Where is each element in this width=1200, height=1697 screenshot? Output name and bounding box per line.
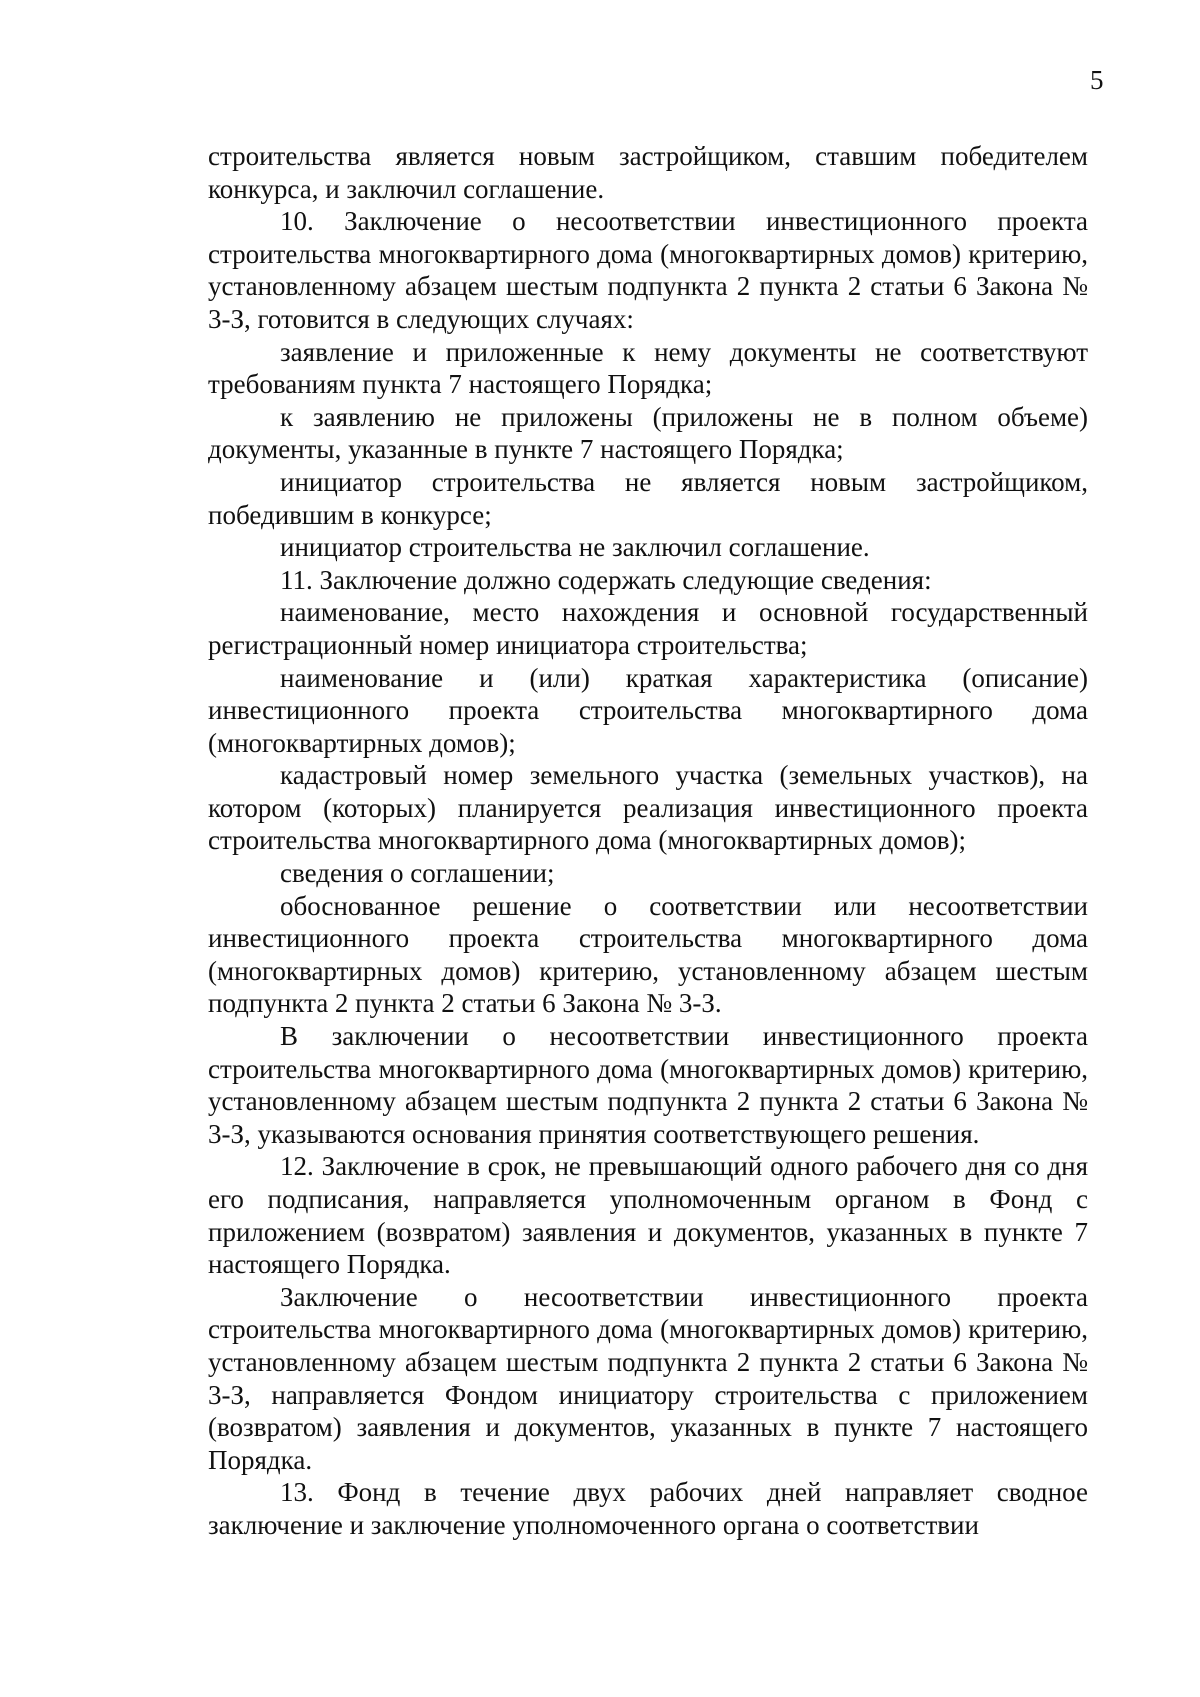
paragraph-info-2: наименование и (или) краткая характеристика (описание) инвестиционного проекта строительства многоквартирного дома (многоквартирных домов);: [208, 662, 1088, 758]
paragraph-info-5: обоснованное решение о соответствии или несоответствии инвестиционного проекта строительства многоквартирного дома (многоквартирных домов) критерию, установленному абзацем шестым подпункта 2 пункта 2 статьи 6 Закона № 3-З.: [208, 890, 1088, 1019]
paragraph-item-11: 11. Заключение должно содержать следующие сведения:: [280, 564, 932, 595]
page-number: 5: [1090, 65, 1104, 95]
document-body: [208, 140, 1088, 1542]
paragraph-case-4: инициатор строительства не заключил соглашение.: [280, 532, 870, 563]
paragraph-info-4: сведения о соглашении;: [280, 858, 555, 889]
paragraph-item-13: 13. Фонд в течение двух рабочих дней направляет сводное заключение и заключение уполномоченного органа о соответствии: [208, 1477, 1088, 1540]
paragraph-grounds: В заключении о несоответствии инвестиционного проекта строительства многоквартирного дома (многоквартирных домов) критерию, установленному абзацем шестым подпункта 2 пункта 2 статьи 6 Закона № 3-З, указываются основания принятия соответствующего решения.: [208, 1021, 1088, 1149]
paragraph-info-3: кадастровый номер земельного участка (земельных участков), на котором (которых) планируется реализация инвестиционного проекта строительства многоквартирного дома (многоквартирных домов);: [208, 760, 1088, 856]
paragraph-case-3: инициатор строительства не является новым застройщиком, победившим в конкурсе;: [208, 466, 1088, 530]
paragraph-case-1: заявление и приложенные к нему документы не соответствуют требованиям пункта 7 настоящего Порядка;: [208, 336, 1088, 400]
paragraph-item-12-cont: Заключение о несоответствии инвестиционного проекта строительства многоквартирного дома (многоквартирных домов) критерию, установленному абзацем шестым подпункта 2 пункта 2 статьи 6 Закона № 3-З, направляется Фондом инициатору строительства с приложением (возвратом) заявления и документов, указанных в пункте 7 настоящего Порядка.: [208, 1281, 1088, 1475]
paragraph-continuation: строительства является новым застройщиком, ставшим победителем конкурса, и заключил соглашение.: [208, 141, 1088, 204]
paragraph-item-10: 10. Заключение о несоответствии инвестиционного проекта строительства многоквартирного дома (многоквартирных домов) критерию, установленному абзацем шестым подпункта 2 пункта 2 статьи 6 Закона № 3-З, готовится в следующих случаях:: [208, 206, 1088, 334]
paragraph-info-1: наименование, место нахождения и основной государственный регистрационный номер инициатора строительства;: [208, 597, 1088, 660]
paragraph-item-12: 12. Заключение в срок, не превышающий одного рабочего дня со дня его подписания, направляется уполномоченным органом в Фонд с приложением (возвратом) заявления и документов, указанных в пункте 7 настоящего Порядка.: [208, 1151, 1088, 1280]
paragraph-case-2: к заявлению не приложены (приложены не в полном объеме) документы, указанные в пункте 7 настоящего Порядка;: [208, 401, 1088, 465]
